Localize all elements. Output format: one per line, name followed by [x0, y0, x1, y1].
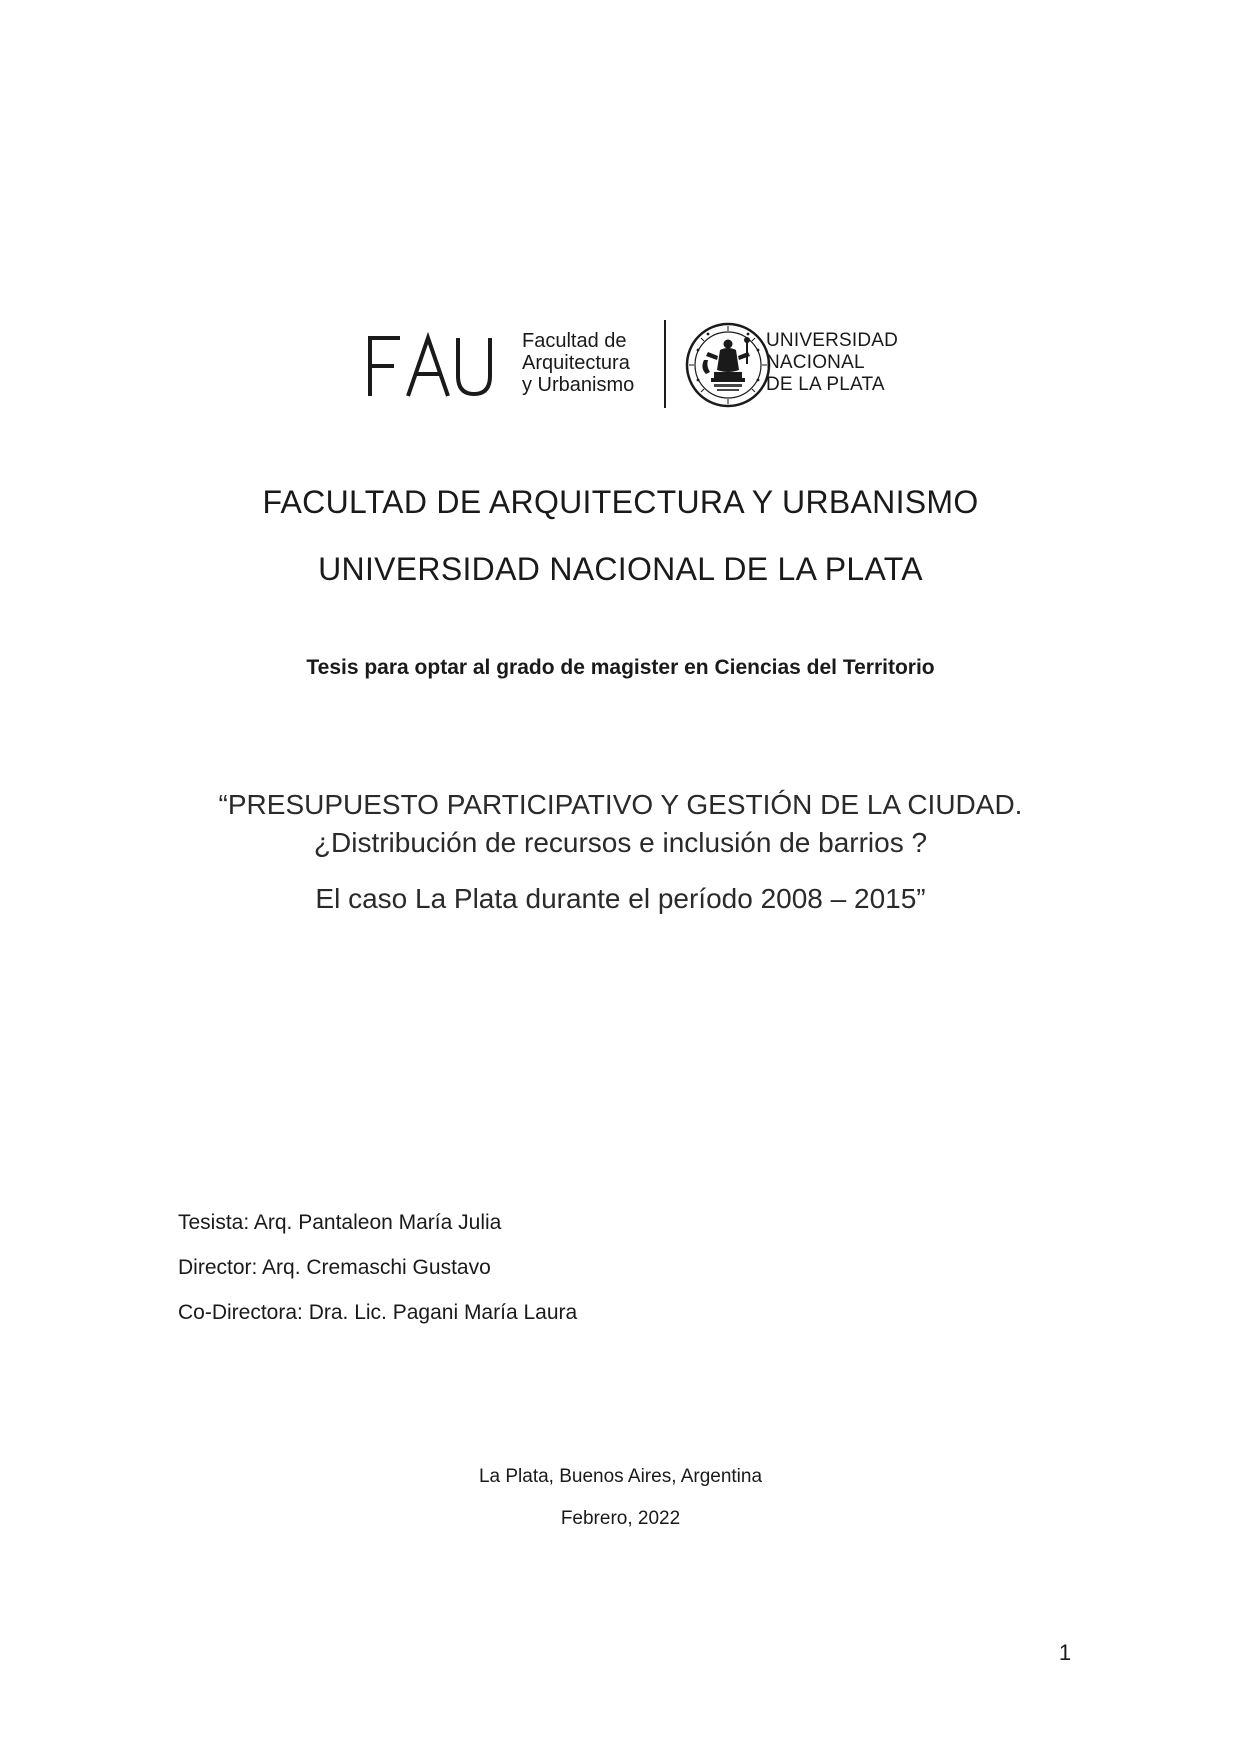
fau-name-line-2: Arquitectura [522, 352, 630, 374]
fau-name-line-3: y Urbanismo [522, 374, 635, 396]
institution-logos [366, 318, 899, 418]
unlp-name-line-1: UNIVERSIDAD [766, 330, 899, 351]
tesista-line: Tesista: Arq. Pantaleon María Julia [178, 1211, 502, 1234]
fau-name-line-1: Facultad de [522, 330, 627, 352]
date-line: Febrero, 2022 [560, 1508, 681, 1529]
university-heading: UNIVERSIDAD NACIONAL DE LA PLATA [318, 551, 923, 587]
fau-logo-mark [366, 332, 496, 398]
fau-logo-text [522, 330, 634, 396]
logo-divider [664, 320, 666, 408]
place-line: La Plata, Buenos Aires, Argentina [478, 1466, 763, 1487]
page-number: 1 [1058, 1640, 1072, 1665]
fau-mark-text: FAU [366, 332, 368, 333]
university-seal-icon [684, 320, 772, 410]
credits-block [178, 1200, 577, 1335]
thesis-title-line-2: ¿Distribución de recursos e inclusión de barrios ? [313, 827, 928, 858]
thesis-title-line-1: “PRESUPUESTO PARTICIPATIVO Y GESTIÓN DE LA CIUDAD. [218, 789, 1023, 820]
unlp-logo-text [766, 330, 898, 396]
unlp-name-line-2: NACIONAL [766, 352, 865, 373]
thesis-title-line-3: El caso La Plata durante el período 2008 – 2015” [315, 883, 926, 914]
codirectora-line: Co-Directora: Dra. Lic. Pagani María Laura [178, 1301, 578, 1324]
unlp-name-line-3: DE LA PLATA [766, 374, 885, 395]
director-line: Director: Arq. Cremaschi Gustavo [178, 1256, 491, 1279]
thesis-subtitle: Tesis para optar al grado de magister en Ciencias del Territorio [306, 656, 935, 679]
faculty-heading: FACULTAD DE ARQUITECTURA Y URBANISMO [262, 484, 979, 520]
